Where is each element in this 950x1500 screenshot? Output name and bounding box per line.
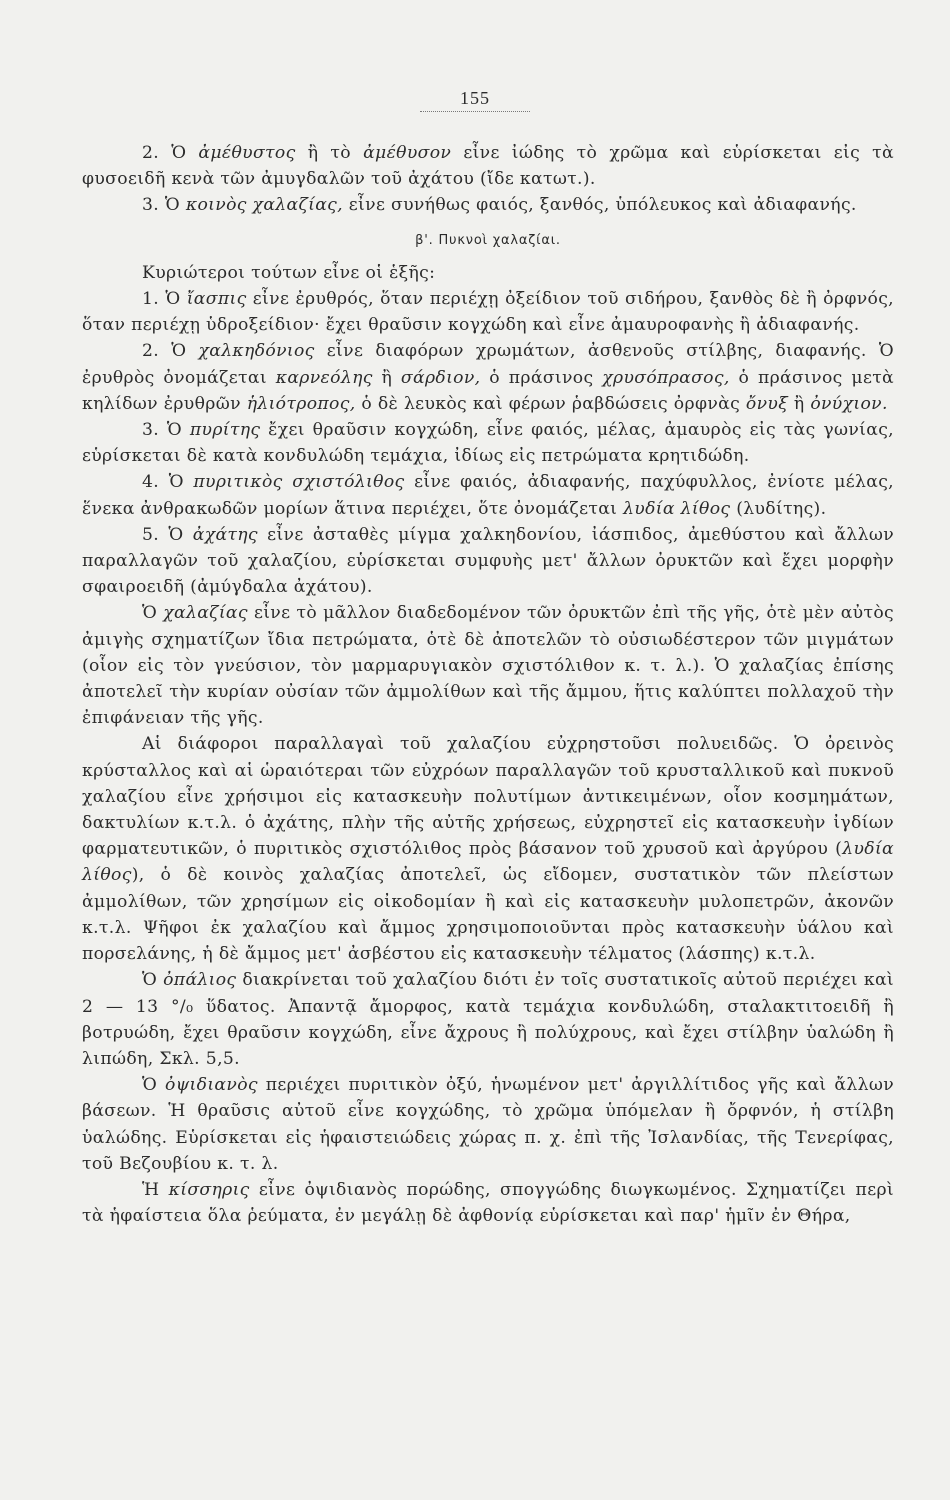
text-span: 3. Ὁ [142,195,186,216]
term-chalkedonios: χαλκηδόνιος [198,341,315,362]
term-chrysoprasos: χρυσόπρασος, [602,367,730,388]
term-onychion: ὀνύχιον. [810,393,888,414]
text-span: Ὁ [142,970,164,991]
term-opalios: ὀπάλιος [163,970,237,991]
text-span: εἶνε τὸ μᾶλλον διαδεδομένον τῶν ὀρυκτῶν ἐπὶ τῆς γῆς, ὁτὲ μὲν αὐτὸς ἀμιγὴς σχηματίζων ἴδια πετρώματα, ὁτὲ δὲ ἀποτελῶν τὸ οὐσιωδέστερον τῶν μιγμάτων (οἷον εἰς τὸν γνεύσιον, τὸν μαρμαρυγιακὸν σχιστόλιθον κ. τ. λ.). Ὁ χαλαζίας ἐπίσης ἀποτελεῖ τὴν κυρίαν οὐσίαν τῶν ἀμμολίθων καὶ τῆς ἄμμου, ἥτις καλύπτει πολλαχοῦ τὴν ἐπιφάνειαν τῆς γῆς. [82,603,894,729]
term-achatis: ἀχάτης [192,524,258,545]
paragraph-obsidian [82,1072,894,1177]
paragraph-quartz-occurrence [82,600,894,731]
term-lydia-lithos-2: λυδία λίθος [82,839,894,886]
term-lydia-lithos: λυδία λίθος [623,498,731,519]
text-span: ἢ [788,393,811,414]
text-span: περιέχει πυριτικὸν ὀξύ, ἡνωμένον μετ' ἀργιλλίτιδος γῆς καὶ ἄλλων βάσεων. Ἡ θραῦσις αὐτοῦ εἶνε κογχώδης, τὸ χρῶμα ὑπόμελαν ἢ ὄρφνόν, ἡ στίλβη ὑαλώδης. Εὑρίσκεται εἰς ἡφαιστειώδεις χώρας π. χ. ἐπὶ τῆς Ἰσλανδίας, τῆς Τενερίφας, τοῦ Βεζουβίου κ. τ. λ. [82,1075,895,1174]
text-span: 3. Ὁ [142,420,190,441]
paragraph-chalcedony [82,338,894,417]
text-span: εἶνε ὀψιδιανὸς πορώδης, σπογγώδης διωγκωμένος. Σχηματίζει περὶ τὰ ἡφαίστεια ὅλα ῥεύματα, ἐν μεγάλῃ δὲ ἀφθονίᾳ εὑρίσκεται καὶ παρ' ἡμῖν ἐν Θήρα, [82,1179,894,1227]
paragraph-amethyst [82,140,894,192]
paragraph-opal [82,967,894,1072]
term-pyritis: πυρίτης [189,420,261,441]
paragraph-quartz-uses [82,731,894,967]
text-span: 4. Ὁ [142,472,194,493]
text-span: Αἱ διάφοροι παραλλαγαὶ τοῦ χαλαζίου εὐχρηστοῦσι πολυειδῶς. Ὁ ὀρεινὸς κρύσταλλος καὶ αἱ ὡραιότεραι τῶν εὐχρόων παραλλαγῶν τοῦ κρυσταλλικοῦ καὶ πυκνοῦ χαλαζίου εἶνε χρήσιμοι εἰς κατασκευὴν πολυτίμων ἀντικειμένων, οἷον κοσμημάτων, δακτυλίων κ.τ.λ. ὁ ἀχάτης, πλὴν τῆς αὐτῆς χρήσεως, εὐχρηστεῖ εἰς κατασκευὴν ἰγδίων φαρματευτικῶν, ὁ πυριτικὸς σχιστόλιθος πρὸς βάσανον τοῦ χρυσοῦ καὶ ἀργύρου ( [82,734,894,860]
term-sardion: σάρδιον, [400,367,481,388]
term-onyx: ὄνυξ [745,393,789,414]
paragraph-agate [82,522,894,601]
term-kissiris: κίσσηρις [168,1179,250,1200]
text-span: εἶνε συνήθως φαιός, ξανθός, ὑπόλευκος καὶ ἀδιαφανής. [342,195,857,216]
paragraph-flint [82,417,894,469]
paragraph-siliceous-schist [82,469,894,521]
section-heading: β'. Πυκνοὶ χαλαζίαι. [415,232,561,248]
text-span: ὁ πράσινος [480,367,603,388]
term-opsidianos: ὀψιδιανὸς [165,1075,258,1096]
term-iaspis: ἴασπις [186,289,247,310]
paragraph-common-quartz [82,192,894,218]
text-span: 2. Ὁ [142,143,199,163]
term-amethystos: ἀμέθυστος [198,143,296,163]
page-body [82,140,894,1229]
text-span: Ὁ [142,1075,166,1096]
text-span: εἶνε ἰώδης τὸ χρῶμα καὶ εὑρίσκεται εἰς τὰ φυσοειδῆ κενὰ τῶν ἀμυγδαλῶν τοῦ ἀχάτου (ἴδε κατωτ.). [82,143,894,190]
text-span: ἔχει θραῦσιν κογχώδη, εἶνε φαιός, μέλας, ἀμαυρὸς εἰς τὰς γωνίας, εὑρίσκεται δὲ κατὰ κονδυλώδη τεμάχια, ἰδίως εἰς πετρώματα κρητιδώδη. [82,420,894,467]
text-span: εἶνε ἀσταθὲς μίγμα χαλκηδονίου, ἰάσπιδος, ἀμεθύστου καὶ ἄλλων παραλλαγῶν τοῦ χαλαζίου, εὑρίσκεται συμφυὴς μετ' ἄλλων ὀρυκτῶν καὶ ἔχει μορφὴν σφαιροειδῆ (ἀμύγδαλα ἀχάτου). [82,524,894,598]
paragraph-jasper [82,286,894,338]
text-span: ), ὁ δὲ κοινὸς χαλαζίας ἀποτελεῖ, ὡς εἴδομεν, συστατικὸν τῶν πλείστων ἀμμολίθων, τῶν χρησίμων εἰς οἰκοδομίαν ἢ καὶ εἰς κατασκευὴν μυλοπετρῶν, ἀκονῶν κ.τ.λ. Ψῆφοι ἐκ χαλαζίου καὶ ἄμμος χρησιμοποιοῦνται πρὸς κατασκευὴν ὑάλου καὶ πορσελάνης, ἡ δὲ ἄμμος μετ' ἀσβέστου εἰς κατασκευὴν τέλματος (λάσπης) κ.τ.λ. [82,865,894,965]
text-span: Ἡ [142,1179,169,1200]
term-koinos-chalazias: κοινὸς χαλαζίας, [185,195,343,216]
text-span: (λυδίτης). [730,498,827,519]
term-heliotropos: ἡλιότροπος, [246,393,356,414]
text-span: ὁ δὲ λευκὸς καὶ φέρων ῥαβδώσεις ὀρφνὰς [355,393,746,414]
text-span: διακρίνεται τοῦ χαλαζίου διότι ἐν τοῖς συστατικοῖς αὐτοῦ περιέχει καὶ 2 — 13 °/₀ ὕδατος. Ἀπαντᾷ ἄμορφος, κατὰ τεμάχια κονδυλώδη, σταλακτιτοειδῆ ἢ βοτρυώδη, ἔχει θραῦσιν κογχώδη, εἶνε ἄχρους ἢ πολύχρους, καὶ ἔχει στίλβην ὑαλώδη ἢ λιπώδη, Σκλ. 5,5. [82,970,894,1069]
page-number: 155 [0,88,950,112]
text-span: ὁ πράσινος μετὰ κηλίδων ἐρυθρῶν [82,367,895,414]
text-span: εἶνε διαφόρων χρωμάτων, ἀσθενοῦς στίλβης, διαφανής. Ὁ ἐρυθρὸς ὀνομάζεται [82,341,894,388]
term-pyritikos-schistolithos: πυριτικὸς σχιστόλιθος [193,472,405,493]
text-span: εἶνε ἐρυθρός, ὅταν περιέχῃ ὀξείδιον τοῦ σιδήρου, ξανθὸς δὲ ἢ ὀρφνός, ὅταν περιέχῃ ὑδροξείδιον· ἔχει θραῦσιν κογχώδη καὶ εἶνε ἀμαυροφανὴς ἢ ἀδιαφανής. [82,289,894,336]
text-span: εἶνε φαιός, ἀδιαφανής, παχύφυλλος, ἐνίοτε μέλας, ἕνεκα ἀνθρακωδῶν μορίων ἅτινα περιέχει, ὅτε ὀνομάζεται [82,472,894,519]
text-span: Ὁ [142,603,164,624]
text-span: ἢ [372,367,401,388]
text-span: ἢ τὸ [295,143,364,163]
text-span: 5. Ὁ [142,524,193,545]
text-span: 1. Ὁ [142,289,187,310]
text-span: 2. Ὁ [142,341,199,362]
paragraph-intro: Κυριώτεροι τούτων εἶνε οἱ ἑξῆς: [142,262,436,283]
term-amethyson: ἀμέθυσον [363,143,452,163]
paragraph-pumice [82,1177,894,1229]
term-karneolis: καρνεόλης [275,367,373,388]
term-chalazias: χαλαζίας [163,603,248,624]
